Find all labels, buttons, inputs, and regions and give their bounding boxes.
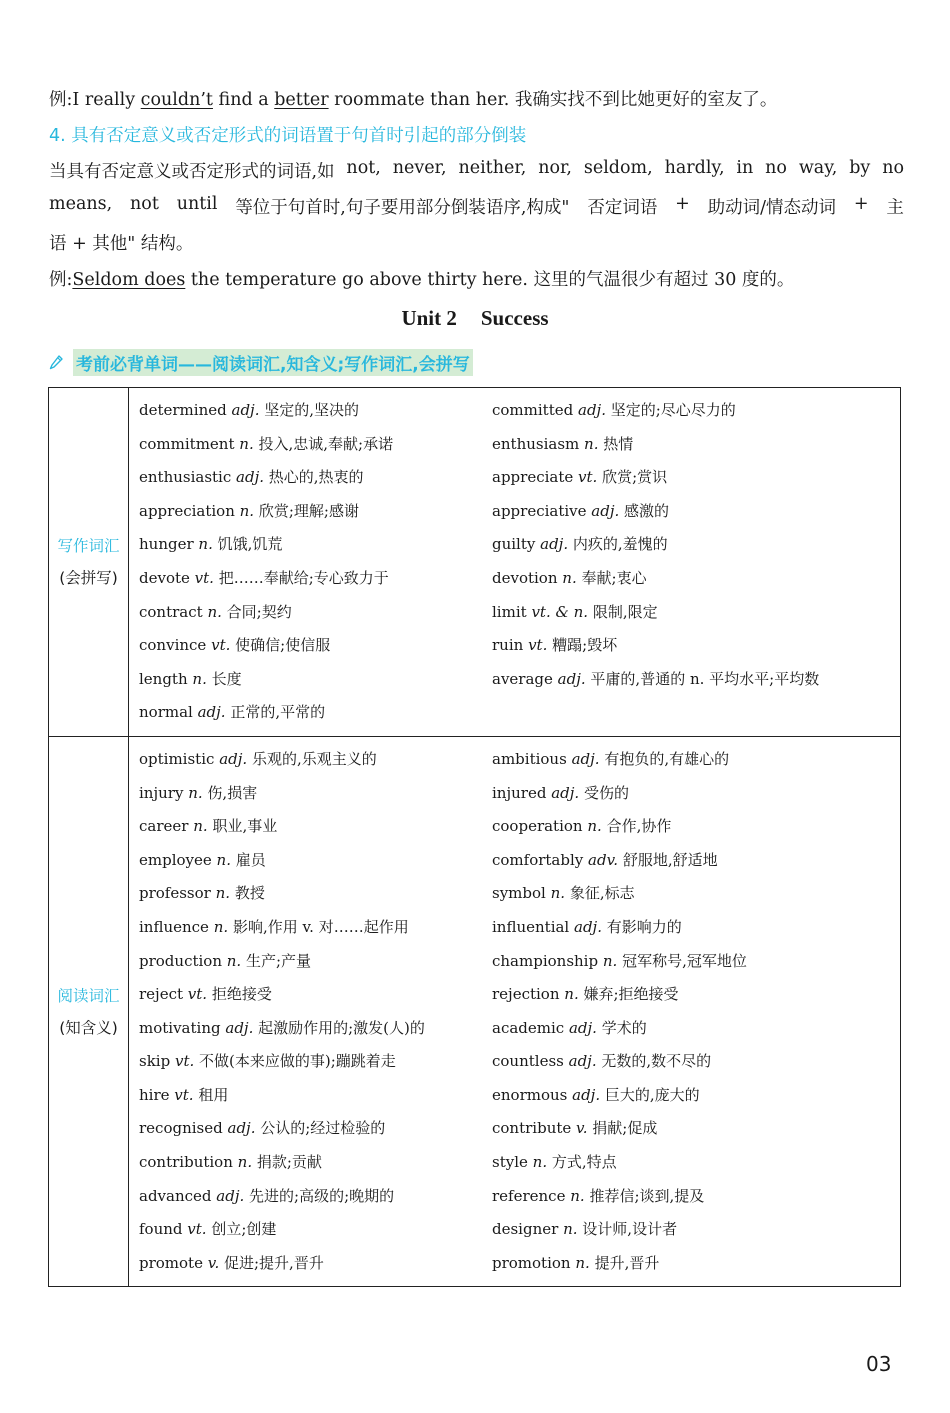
vocab-entry — [492, 629, 900, 663]
vocab-word: length — [139, 669, 188, 688]
vocab-pos: n. — [602, 951, 618, 970]
vocab-meaning: 方式,特点 — [551, 1153, 617, 1172]
vocab-entry — [139, 528, 492, 562]
para-word: + — [853, 194, 869, 214]
vocab-entry — [492, 1247, 900, 1281]
vocab-word: symbol — [492, 884, 546, 903]
vocab-entry — [139, 596, 492, 630]
vocab-pos: adj. — [568, 1052, 597, 1071]
vocab-pos: n. — [213, 917, 229, 936]
vocab-pos: n. — [237, 1153, 253, 1172]
vocab-word: injured — [492, 783, 547, 802]
vocab-entry — [492, 911, 900, 945]
para-word: 主 — [886, 198, 904, 218]
example-2-suffix: the temperature go above thirty here. 这里的气温很少有超过 30 度的。 — [185, 270, 795, 290]
vocab-entry — [139, 394, 492, 428]
vocab-word: hunger — [139, 535, 194, 554]
vocab-meaning: 促进;提升,晋升 — [224, 1253, 324, 1272]
para-word: in — [736, 158, 754, 178]
reading-category-sub: (知含义) — [59, 1018, 118, 1037]
vocab-word: skip — [139, 1052, 171, 1071]
example-2-underline: Seldom does — [72, 270, 186, 290]
vocab-entry — [139, 1079, 492, 1113]
paragraph-line-3: 语 + 其他" 结构。 — [49, 234, 194, 254]
vocab-meaning: 影响,作用 v. 对……起作用 — [232, 917, 409, 936]
reading-entries-grid — [129, 737, 900, 1287]
vocab-word: limit — [492, 602, 527, 621]
para-word: never, — [392, 158, 447, 178]
vocab-entry — [492, 394, 900, 428]
vocab-section-heading — [49, 349, 473, 376]
vocab-word: guilty — [492, 535, 536, 554]
vocab-entry — [139, 743, 492, 777]
vocab-pos: v. — [207, 1253, 220, 1272]
grammar-heading-4: 4. 具有否定意义或否定形式的词语置于句首时引起的部分倒装 — [49, 126, 527, 146]
vocab-pos: adj. — [578, 401, 606, 419]
vocab-word: contract — [139, 602, 203, 621]
unit-name: Success — [480, 306, 549, 330]
vocab-word: designer — [492, 1220, 559, 1239]
vocab-meaning: 拒绝接受 — [211, 985, 272, 1004]
vocab-pos: n. — [239, 434, 254, 453]
vocab-pos: n. — [226, 951, 242, 970]
vocab-entry — [139, 428, 492, 462]
vocab-entry — [139, 1247, 492, 1281]
vocab-meaning: 职业,事业 — [212, 817, 278, 836]
vocab-meaning: 设计师,设计者 — [582, 1220, 678, 1239]
vocab-pos: adj. — [557, 669, 586, 688]
vocab-word: recognised — [139, 1119, 223, 1138]
vocab-pos: n. — [563, 1220, 578, 1239]
vocab-word: academic — [492, 1018, 565, 1037]
vocab-pos: adj. — [231, 401, 260, 419]
para-word: neither, — [458, 158, 527, 178]
para-word: no — [765, 158, 787, 178]
vocab-pos: n. — [239, 501, 255, 520]
vocab-pos: n. — [550, 884, 566, 903]
vocab-meaning: 租用 — [198, 1085, 229, 1104]
vocab-meaning: 捐献;促成 — [592, 1119, 658, 1138]
para-word: 当具有否定意义或否定形式的词语,如 — [49, 162, 335, 182]
unit-title — [0, 306, 950, 331]
vocab-pos: n. — [584, 434, 599, 453]
vocab-pos: vt. — [578, 468, 598, 487]
vocab-word: appreciation — [139, 501, 235, 520]
reading-vocab-row — [49, 736, 901, 1287]
paragraph-line-2 — [49, 194, 904, 219]
vocab-entry — [139, 777, 492, 811]
para-word: hardly, — [664, 158, 725, 178]
vocab-entry — [492, 596, 900, 630]
vocab-meaning: 投入,忠诚,奉献;承诺 — [258, 434, 394, 453]
vocab-word: enormous — [492, 1085, 568, 1104]
vocab-entry — [492, 1079, 900, 1113]
vocab-word: promotion — [492, 1253, 571, 1272]
vocab-entry — [492, 461, 900, 495]
vocab-pos: n. — [193, 817, 208, 836]
vocab-pos: vt. — [187, 985, 208, 1004]
vocab-pos: adj. — [568, 1018, 597, 1037]
vocab-entry — [492, 978, 900, 1012]
vocab-pos: adj. — [216, 1186, 245, 1205]
para-word: + — [675, 194, 690, 214]
vocab-entry — [492, 877, 900, 911]
vocab-pos: n. — [587, 817, 602, 836]
vocab-pos: n. — [192, 669, 207, 688]
para-word: by — [849, 158, 871, 178]
vocab-pos: adv. — [588, 850, 619, 869]
vocab-word: average — [492, 669, 553, 688]
reading-category-cell — [49, 736, 129, 1287]
vocab-entry — [492, 945, 900, 979]
vocab-word: contribution — [139, 1153, 233, 1172]
vocab-meaning: 糟蹋;毁坏 — [552, 636, 618, 655]
vocab-word: determined — [139, 401, 227, 419]
vocab-entry — [492, 810, 900, 844]
vocab-word: appreciate — [492, 468, 574, 487]
vocab-pos: vt. — [528, 636, 548, 655]
example-1-mid: find a — [212, 90, 275, 110]
vocab-entry — [492, 663, 900, 697]
vocab-pos: adj. — [591, 501, 620, 520]
para-word: 助动词/情态动词 — [707, 198, 837, 218]
vocab-entry — [139, 629, 492, 663]
vocab-entry — [492, 777, 900, 811]
para-word: 否定词语 — [587, 198, 658, 218]
vocab-word: optimistic — [139, 749, 215, 768]
writing-category-cell — [49, 388, 129, 737]
vocab-meaning: 受伤的 — [583, 783, 629, 802]
vocab-word: committed — [492, 401, 574, 419]
vocab-meaning: 无数的,数不尽的 — [601, 1052, 712, 1071]
vocab-word: devotion — [492, 568, 558, 587]
vocab-pos: n. — [562, 568, 577, 587]
vocab-entry — [139, 562, 492, 596]
vocab-meaning: 欣赏;赏识 — [602, 468, 668, 487]
para-word: no — [882, 158, 904, 178]
vocab-pos: vt. — [187, 1220, 207, 1239]
writing-category-label: 写作词汇 — [57, 536, 120, 555]
vocab-meaning: 饥饿,饥荒 — [217, 535, 283, 554]
reading-entries-cell — [129, 736, 901, 1287]
vocab-entry — [139, 1180, 492, 1214]
pencil-icon — [49, 355, 63, 371]
vocab-meaning: 公认的;经过检验的 — [260, 1119, 386, 1138]
para-word: 等位于句首时,句子要用部分倒装语序,构成" — [235, 198, 570, 218]
vocab-meaning: 内疚的,羞愧的 — [572, 535, 668, 554]
vocab-meaning: 提升,晋升 — [594, 1253, 660, 1272]
vocab-meaning: 生产;产量 — [245, 951, 312, 970]
vocab-entry — [139, 945, 492, 979]
vocab-entry — [492, 1012, 900, 1046]
vocab-entry — [492, 1146, 900, 1180]
writing-vocab-row — [49, 388, 901, 737]
vocab-word: production — [139, 951, 222, 970]
vocab-meaning: 热心的,热衷的 — [268, 468, 364, 487]
vocab-meaning: 推荐信;谈到,提及 — [589, 1186, 705, 1205]
vocab-word: convince — [139, 636, 207, 655]
vocab-word: style — [492, 1153, 528, 1172]
vocab-meaning: 冠军称号,冠军地位 — [622, 951, 747, 970]
vocab-pos: v. — [576, 1119, 588, 1138]
vocab-meaning: 热情 — [603, 434, 634, 453]
vocab-meaning: 嫌弃;拒绝接受 — [583, 985, 679, 1004]
vocab-pos: n. — [564, 985, 579, 1004]
vocab-meaning: 欣赏;理解;感谢 — [258, 501, 359, 520]
vocab-entry — [139, 1112, 492, 1146]
vocab-word: found — [139, 1220, 183, 1239]
vocab-pos: n. — [188, 783, 203, 802]
vocab-entry — [139, 1146, 492, 1180]
example-1-suffix: roommate than her. 我确实找不到比她更好的室友了。 — [328, 90, 778, 110]
vocab-meaning: 坚定的;尽心尽力的 — [610, 401, 736, 419]
vocab-entry — [492, 743, 900, 777]
vocab-pos: adj. — [227, 1119, 256, 1138]
example-sentence-2 — [49, 266, 904, 291]
vocab-word: injury — [139, 783, 184, 802]
example-1-prefix: 例:I really — [49, 90, 141, 110]
vocab-entry — [139, 877, 492, 911]
example-1-underline-2: better — [274, 90, 329, 110]
vocab-pos: n. — [570, 1186, 585, 1205]
vocab-word: influence — [139, 917, 209, 936]
vocab-meaning: 奉献;衷心 — [581, 568, 647, 587]
vocab-word: hire — [139, 1085, 170, 1104]
vocab-word: championship — [492, 951, 599, 970]
para-word: not — [130, 194, 159, 214]
vocab-meaning: 起激励作用的;激发(人)的 — [258, 1018, 425, 1037]
vocab-meaning: 创立;创建 — [211, 1220, 277, 1239]
vocab-pos: vt. — [194, 568, 214, 587]
vocab-pos: vt. — [174, 1052, 195, 1071]
vocab-word: career — [139, 817, 189, 836]
para-word: seldom, — [583, 158, 653, 178]
vocab-word: commitment — [139, 434, 235, 453]
vocab-pos: vt. — [211, 636, 231, 655]
paragraph-line-1 — [49, 158, 904, 183]
vocab-entry — [492, 1045, 900, 1079]
vocab-entry — [492, 1112, 900, 1146]
writing-entries-grid — [129, 388, 900, 736]
vocab-meaning: 雇员 — [235, 850, 266, 869]
writing-category-sub: (会拼写) — [59, 568, 118, 587]
vocab-word: cooperation — [492, 817, 583, 836]
vocab-pos: vt. — [174, 1085, 194, 1104]
vocab-word: normal — [139, 703, 193, 722]
reading-category-label: 阅读词汇 — [57, 986, 120, 1005]
vocab-meaning: 巨大的,庞大的 — [604, 1085, 700, 1104]
vocab-meaning: 有抱负的,有雄心的 — [604, 749, 730, 768]
vocab-entry — [492, 1180, 900, 1214]
vocab-word: appreciative — [492, 501, 587, 520]
vocab-word: enthusiasm — [492, 434, 580, 453]
vocab-entry — [492, 428, 900, 462]
vocab-word: motivating — [139, 1018, 221, 1037]
vocab-word: influential — [492, 917, 570, 936]
vocab-entry — [139, 810, 492, 844]
vocab-word: ruin — [492, 636, 524, 655]
example-sentence-1 — [49, 86, 904, 111]
vocab-pos: adj. — [551, 783, 580, 802]
vocab-entry — [139, 1045, 492, 1079]
vocab-meaning: 有影响力的 — [606, 917, 682, 936]
vocab-entry — [492, 1213, 900, 1247]
vocab-word: promote — [139, 1253, 203, 1272]
vocab-pos: n. — [215, 884, 231, 903]
vocab-meaning: 把……奉献给;专心致力于 — [218, 568, 389, 587]
vocab-section-heading-text: 考前必背单词——阅读词汇,知含义;写作词汇,会拼写 — [73, 349, 473, 376]
vocab-word: professor — [139, 884, 211, 903]
vocab-entry — [139, 978, 492, 1012]
vocab-meaning: 乐观的,乐观主义的 — [251, 749, 377, 768]
vocab-entry — [139, 1213, 492, 1247]
vocab-word: enthusiastic — [139, 468, 232, 487]
vocab-entry — [139, 696, 492, 730]
vocab-pos: vt. & n. — [531, 602, 589, 621]
vocab-meaning: 伤,损害 — [207, 783, 258, 802]
vocab-entry — [139, 663, 492, 697]
vocab-pos: adj. — [572, 1085, 601, 1104]
vocab-entry — [492, 495, 900, 529]
para-word: nor, — [538, 158, 572, 178]
vocab-entry — [492, 528, 900, 562]
para-word: until — [176, 194, 218, 214]
vocab-entry — [139, 461, 492, 495]
para-word: not, — [346, 158, 381, 178]
vocab-pos: adj. — [574, 917, 602, 936]
vocab-pos: n. — [575, 1253, 590, 1272]
vocab-meaning: 舒服地,舒适地 — [622, 850, 718, 869]
vocab-word: ambitious — [492, 749, 567, 768]
vocab-pos: adj. — [197, 703, 226, 722]
vocab-meaning: 不做(本来应做的事);蹦跳着走 — [199, 1052, 396, 1071]
example-1-underline-1: couldn’t — [140, 90, 213, 110]
vocab-meaning: 感激的 — [624, 501, 670, 520]
vocab-word: countless — [492, 1052, 564, 1071]
vocab-pos: adj. — [571, 749, 600, 768]
vocab-meaning: 先进的;高级的;晚期的 — [249, 1186, 395, 1205]
vocab-word: rejection — [492, 985, 560, 1004]
vocab-pos: adj. — [236, 468, 264, 487]
para-word: way, — [798, 158, 838, 178]
vocab-meaning: 捐款;贡献 — [256, 1153, 322, 1172]
vocab-entry — [139, 495, 492, 529]
vocab-pos: n. — [207, 602, 222, 621]
vocab-meaning: 合同;契约 — [226, 602, 292, 621]
para-word: means, — [49, 194, 113, 214]
vocab-meaning: 象征,标志 — [569, 884, 635, 903]
vocab-table — [48, 387, 901, 1287]
vocab-word: contribute — [492, 1119, 572, 1138]
vocab-meaning: 长度 — [211, 669, 242, 688]
vocab-word: devote — [139, 568, 190, 587]
vocab-pos: adj. — [225, 1018, 254, 1037]
vocab-word: advanced — [139, 1186, 212, 1205]
vocab-pos: n. — [532, 1153, 548, 1172]
vocab-word: reject — [139, 985, 184, 1004]
vocab-entry — [492, 844, 900, 878]
vocab-meaning: 教授 — [234, 884, 265, 903]
vocab-entry — [492, 562, 900, 596]
unit-label: Unit 2 — [401, 306, 457, 330]
vocab-pos: n. — [198, 535, 213, 554]
vocab-word: reference — [492, 1186, 566, 1205]
vocab-meaning: 正常的,平常的 — [230, 703, 326, 722]
vocab-entry — [139, 1012, 492, 1046]
vocab-word: employee — [139, 850, 212, 869]
vocab-pos: adj. — [540, 535, 569, 554]
vocab-meaning: 学术的 — [601, 1018, 647, 1037]
writing-entries-cell — [129, 388, 901, 737]
vocab-word: comfortably — [492, 850, 584, 869]
vocab-meaning: 限制,限定 — [592, 602, 658, 621]
page-number: 03 — [866, 1352, 892, 1376]
vocab-meaning: 平庸的,普通的 n. 平均水平;平均数 — [590, 669, 820, 688]
vocab-meaning: 使确信;使信服 — [235, 636, 331, 655]
vocab-pos: n. — [216, 850, 231, 869]
vocab-meaning: 合作,协作 — [606, 817, 672, 836]
vocab-pos: adj. — [219, 749, 248, 768]
vocab-entry — [139, 911, 492, 945]
vocab-meaning: 坚定的,坚决的 — [264, 401, 360, 419]
vocab-entry — [139, 844, 492, 878]
example-2-prefix: 例: — [49, 270, 73, 290]
